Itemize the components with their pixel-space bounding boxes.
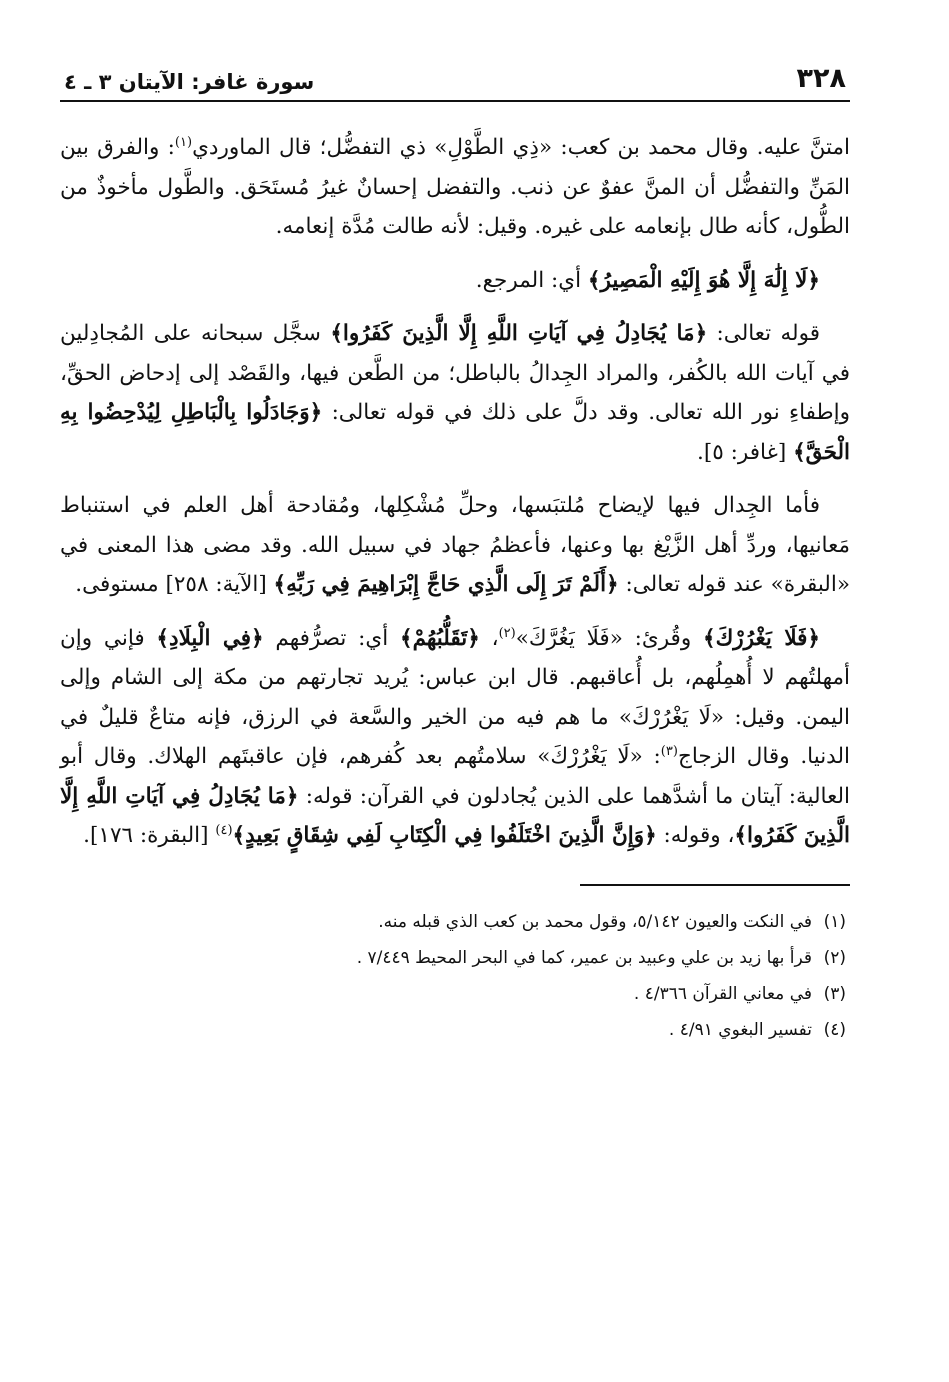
footnote-number: (٣) — [823, 983, 846, 1004]
footnote-number: (٤) — [823, 1019, 846, 1040]
footnote-number: (٢) — [823, 947, 846, 968]
footnote-text: قرأ بها زيد بن علي وعبيد بن عمير، كما في البحر المحيط ٧/٤٤٩ . — [356, 947, 812, 968]
footnotes — [60, 904, 850, 1048]
page-number: ٣٢٨ — [796, 63, 846, 94]
quran-quote: ﴿تَقَلُّبُهُمْ﴾ — [399, 625, 480, 651]
paragraph-2 — [60, 261, 850, 301]
text-run: امتنَّ عليه. وقال محمد بن كعب: «ذِي الطَّوْلِ» ذي التفضُّل؛ قال الماوردي — [192, 135, 850, 160]
text-run: قوله تعالى: — [707, 321, 820, 346]
paragraph-1 — [60, 128, 850, 247]
footnote-2 — [60, 940, 846, 976]
quran-quote: ﴿مَا يُجَادِلُ فِي آيَاتِ اللَّهِ إِلَّا الَّذِينَ كَفَرُوا﴾ — [60, 783, 850, 848]
quran-quote: ﴿فَلَا يَغْرُرْكَ﴾ — [702, 625, 821, 651]
footnote-text: تفسير البغوي ٤/٩١ . — [668, 1019, 812, 1040]
footnote-text: في النكت والعيون ٥/١٤٢، وقول محمد بن كعب الذي قبله منه. — [378, 911, 812, 932]
quran-quote: ﴿مَا يُجَادِلُ فِي آيَاتِ اللَّهِ إِلَّا الَّذِينَ كَفَرُوا﴾ — [330, 321, 708, 346]
footnote-1 — [60, 904, 846, 940]
text-run: [البقرة: ١٧٦]. — [83, 823, 216, 848]
text-run: : والفرق بين المَنِّ والتفضُّل أن المنَّ عفوٌ عن ذنب. والتفضل إحسانٌ غيرُ مُستَحَق. والطَّول مأخوذٌ من الطُّول، كأنه طال بإنعامه على غيره. وقيل: لأنه طالت مُدَّة إنعامه. — [60, 135, 850, 239]
quran-quote: ﴿أَلَمْ تَرَ إِلَى الَّذِي حَاجَّ إِبْرَاهِيمَ فِي رَبِّهِ﴾ — [273, 572, 619, 597]
main-text — [60, 128, 850, 856]
footnote-divider — [580, 884, 850, 886]
footnote-ref: (٢) — [498, 625, 516, 641]
text-run: ، وقوله: — [656, 823, 735, 848]
quran-quote: ﴿لَا إِلَٰهَ إِلَّا هُوَ إِلَيْهِ الْمَصِيرُ﴾ — [587, 267, 820, 293]
paragraph-3 — [60, 314, 850, 472]
text-run: وقُرئ: «فَلَا يَغُرَّكَ» — [515, 625, 703, 651]
footnote-ref: (٤) — [215, 822, 233, 838]
paragraph-5 — [60, 619, 850, 856]
footnote-4 — [60, 1012, 846, 1048]
page-header — [60, 52, 850, 102]
text-run: أي: المرجع. — [475, 267, 588, 293]
footnote-ref: (١) — [174, 134, 193, 150]
text-run: ، — [479, 625, 499, 651]
quran-quote: ﴿فِي الْبِلَادِ﴾ — [156, 625, 264, 651]
running-title: سورة غافر: الآيتان ٣ ـ ٤ — [64, 70, 315, 94]
footnote-3 — [60, 976, 846, 1012]
text-run: فأما الجِدال فيها لإيضاح مُلتبَسها، وحلِّ مُشْكِلها، ومُقادحة أهل العلم في استنباط مَعانيها، وردِّ أهل الزَّيْغ بها وعنها، فأعظمُ جهاد في سبيل الله. وقد مضى هذا المعنى في «البقرة» عند قوله تعالى: — [60, 493, 850, 597]
footnote-ref: (٣) — [660, 743, 678, 759]
book-page — [60, 52, 850, 1048]
footnote-number: (١) — [823, 911, 846, 932]
text-run: فإني وإن أمهلتُهم لا أُهمِلُهم، بل أُعاقبهم. قال ابن عباس: يُريد تجارتهم من مكة إلى الشام وإلى اليمن. وقيل: «لَا يَغْرُرْكَ» ما هم فيه من الخير والسَّعة في الرزق، فإنه متاعٌ قليلٌ في الدنيا. وقال الزجاج — [60, 625, 850, 769]
footnote-text: في معاني القرآن ٤/٣٦٦ . — [633, 983, 812, 1004]
text-run: [الآية: ٢٥٨] مستوفى. — [75, 572, 274, 597]
paragraph-4 — [60, 486, 850, 605]
quran-quote: ﴿وَجَادَلُوا بِالْبَاطِلِ لِيُدْحِضُوا بِهِ الْحَقَّ﴾ — [60, 400, 850, 465]
text-run: سجَّل سبحانه على المُجادِلين في آيات الله بالكُفر، والمراد الجِدالُ بالباطل؛ من الطَّعن فيها، والقَصْد إلى إدحاض الحقِّ، وإطفاءِ نور الله تعالى. وقد دلَّ على ذلك في قوله تعالى: — [60, 321, 850, 425]
text-run: [غافر: ٥]. — [697, 439, 794, 465]
text-run: أي: تصرُّفهم — [263, 625, 400, 651]
quran-quote: ﴿وَإِنَّ الَّذِينَ اخْتَلَفُوا فِي الْكِتَابِ لَفِي شِقَاقٍ بَعِيدٍ﴾ — [232, 823, 657, 848]
text-run: : «لَا يَغْرُرْكَ» سلامتُهم بعد كُفرهم، فإن عاقبتَهم الهلاك. وقال أبو العالية: آيتان ما أشدَّهما على الذين يُجادلون في القرآن: قوله: — [60, 744, 850, 809]
